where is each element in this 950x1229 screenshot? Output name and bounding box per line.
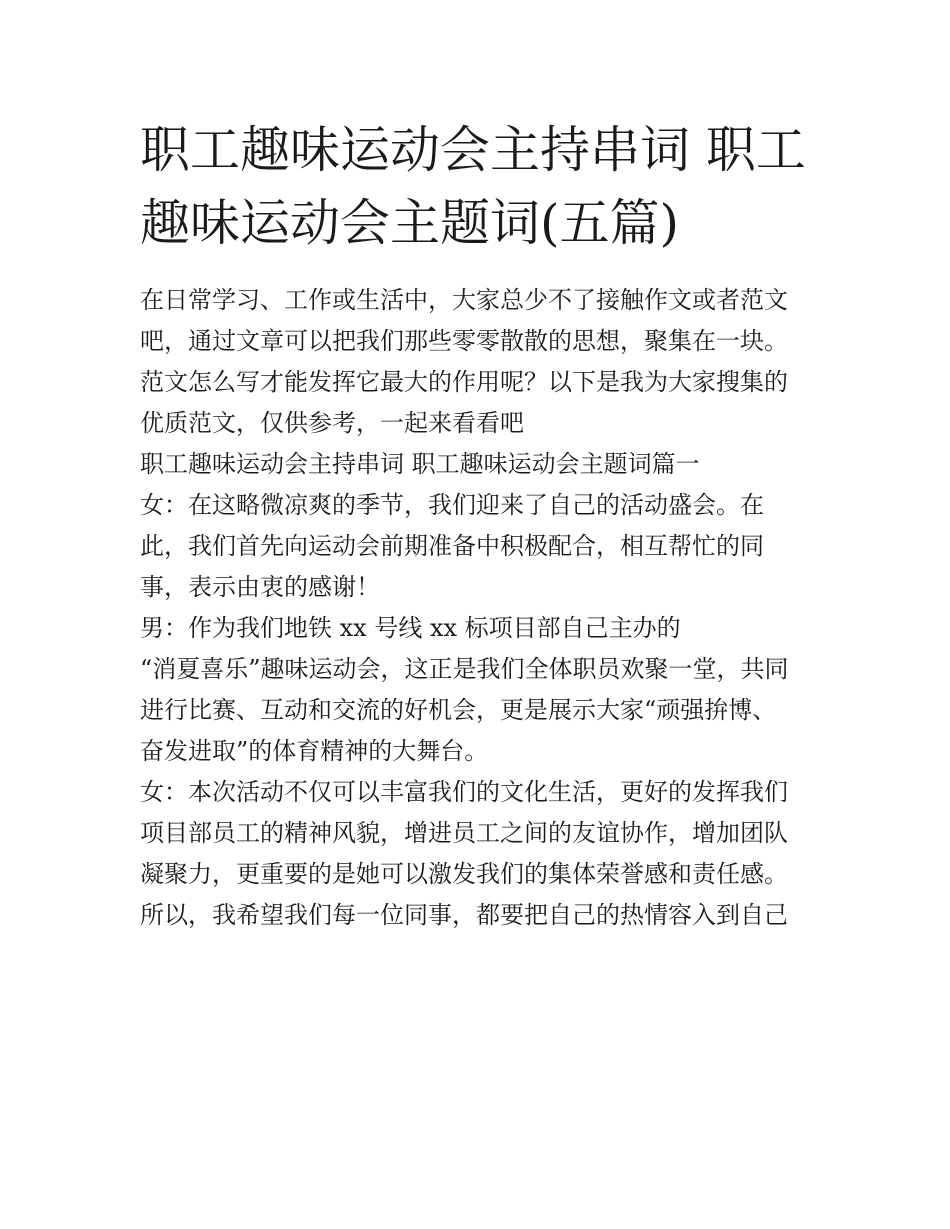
paragraph-line: 事，表示由衷的感谢！: [140, 573, 380, 601]
title-line: 职工趣味运动会主持串词 职工: [140, 121, 806, 179]
document-title: [140, 114, 820, 260]
paragraph-line: 奋发进取”的体育精神的大舞台。: [140, 737, 489, 765]
section-heading: 职工趣味运动会主持串词 职工趣味运动会主题词篇一: [140, 450, 700, 478]
intro-line-2: 吧，通过文章可以把我们那些零零散散的思想，聚集在一块。: [140, 327, 788, 355]
intro-line-4: 优质范文，仅供参考，一起来看看吧: [140, 409, 524, 437]
paragraph-line: 进行比赛、互动和交流的好机会，更是展示大家“顽强拚博、: [140, 696, 777, 724]
paragraph-line: “消夏喜乐”趣味运动会，这正是我们全体职员欢聚一堂，共同: [140, 655, 789, 683]
paragraph-line: 所以，我希望我们每一位同事，都要把自己的热情容入到自己: [140, 901, 788, 929]
paragraph-line: 男：作为我们地铁 xx 号线 xx 标项目部自己主办的: [140, 614, 681, 642]
paragraph-line: 此，我们首先向运动会前期准备中积极配合，相互帮忙的同: [140, 532, 764, 560]
intro-line-1: 在日常学习、工作或生活中，大家总少不了接触作文或者范文: [140, 286, 788, 314]
intro-line-3: 范文怎么写才能发挥它最大的作用呢？以下是我为大家搜集的: [140, 368, 788, 396]
paragraph-line: 女：在这略微凉爽的季节，我们迎来了自己的活动盛会。在: [140, 491, 764, 519]
title-line: 趣味运动会主题词(五篇): [140, 194, 680, 252]
document-body: [140, 280, 830, 936]
paragraph-line: 项目部员工的精神风貌，增进员工之间的友谊协作，增加团队: [140, 819, 788, 847]
paragraph-line: 凝聚力，更重要的是她可以激发我们的集体荣誉感和责任感。: [140, 860, 788, 888]
paragraph-line: 女：本次活动不仅可以丰富我们的文化生活，更好的发挥我们: [140, 778, 788, 806]
